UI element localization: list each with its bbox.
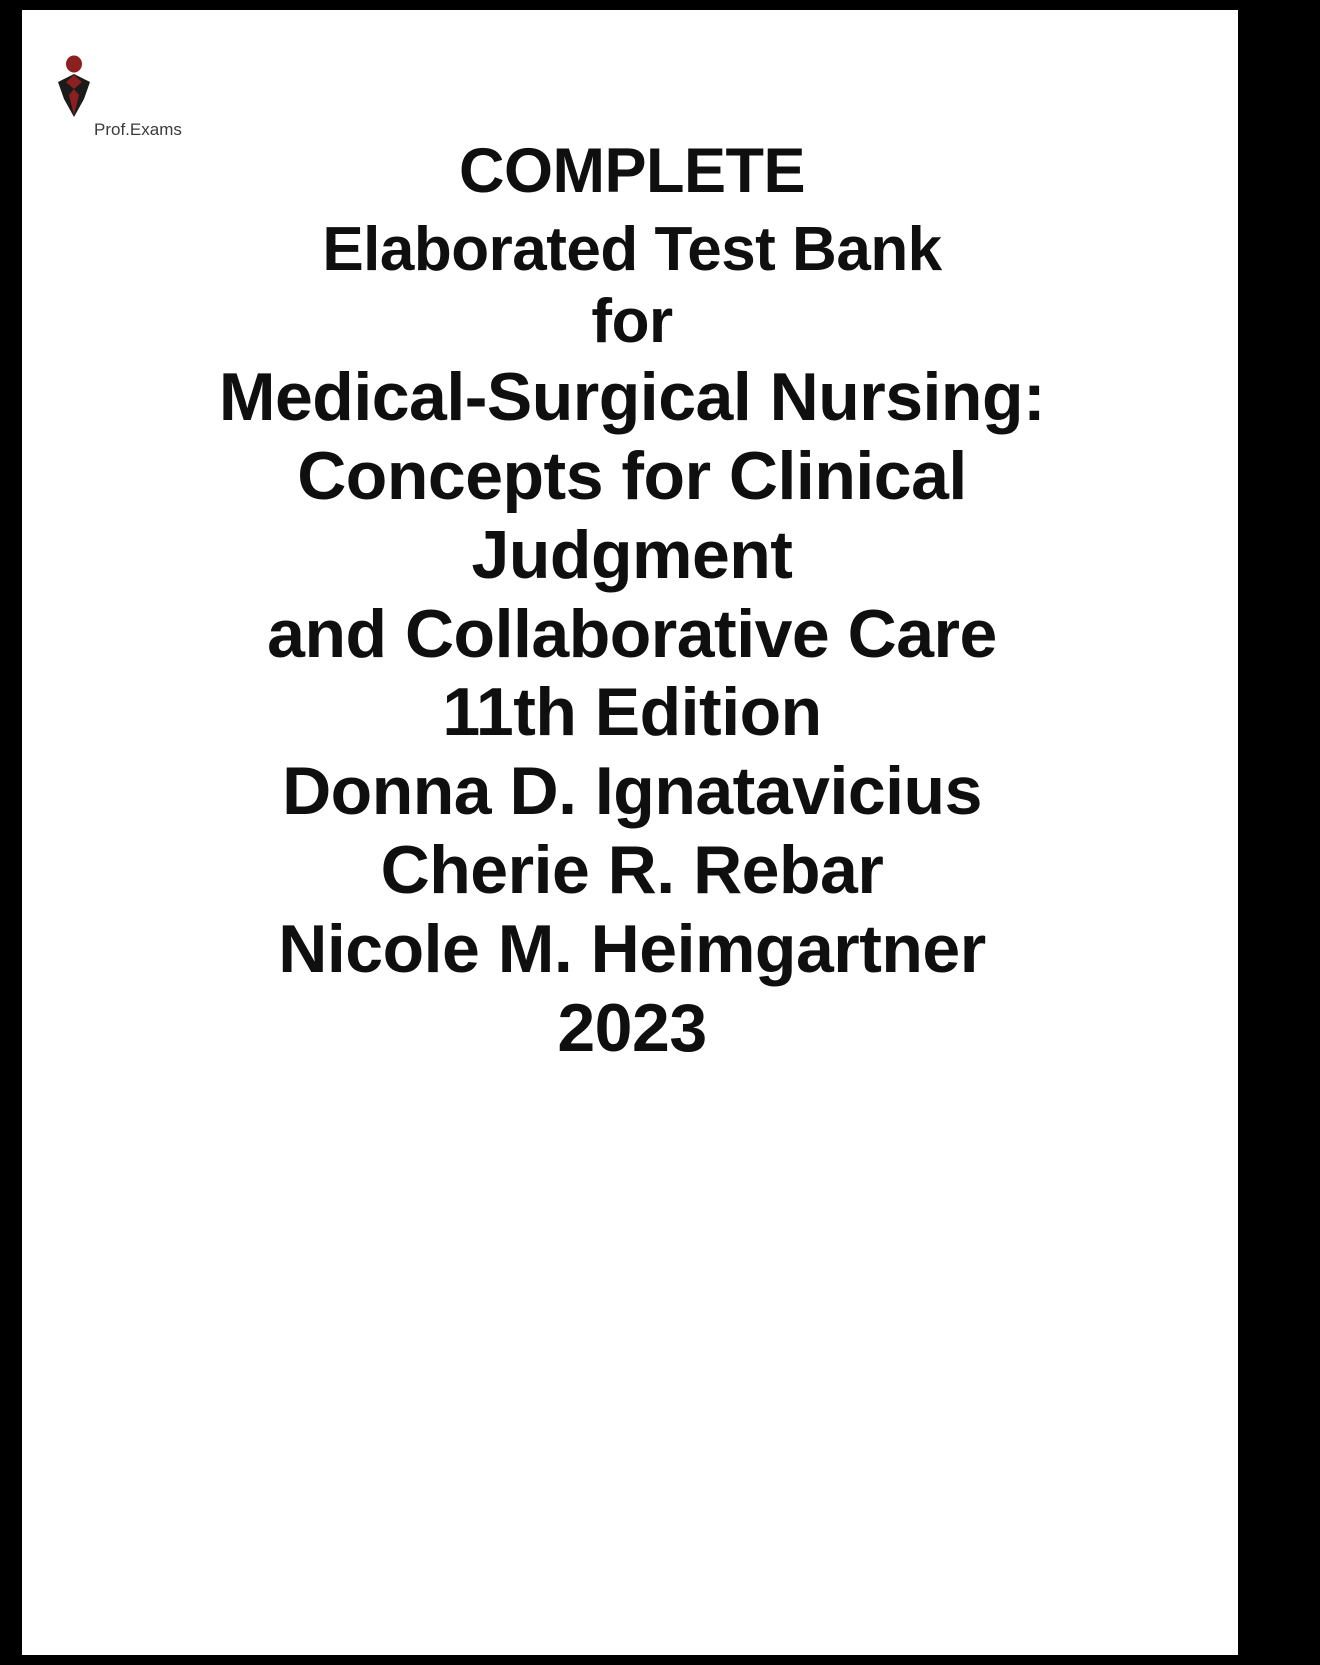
- tie-figure-logo-icon: [52, 55, 96, 117]
- cover-line-and-collaborative-care: and Collaborative Care: [267, 595, 997, 672]
- watermark-logo: [34, 55, 204, 145]
- cover-line-author-heimgartner: Nicole M. Heimgartner: [278, 911, 986, 988]
- cover-line-medical-surgical-nursing: Medical-Surgical Nursing:: [218, 358, 1046, 435]
- cover-line-judgment: Judgment: [471, 516, 793, 593]
- cover-line-complete: COMPLETE: [458, 136, 805, 206]
- cover-line-year: 2023: [557, 989, 707, 1066]
- document-page: [22, 10, 1238, 1655]
- cover-line-elaborated-test-bank: Elaborated Test Bank: [322, 215, 942, 285]
- cover-title: [102, 135, 1162, 1068]
- cover-line-concepts-for-clinical: Concepts for Clinical: [297, 437, 967, 514]
- cover-line-edition: 11th Edition: [442, 674, 822, 751]
- cover-line-author-ignatavicius: Donna D. Ignatavicius: [282, 753, 982, 830]
- cover-line-author-rebar: Cherie R. Rebar: [380, 832, 884, 909]
- cover-line-for: for: [591, 286, 673, 356]
- watermark-caption: Prof.Exams: [94, 120, 182, 139]
